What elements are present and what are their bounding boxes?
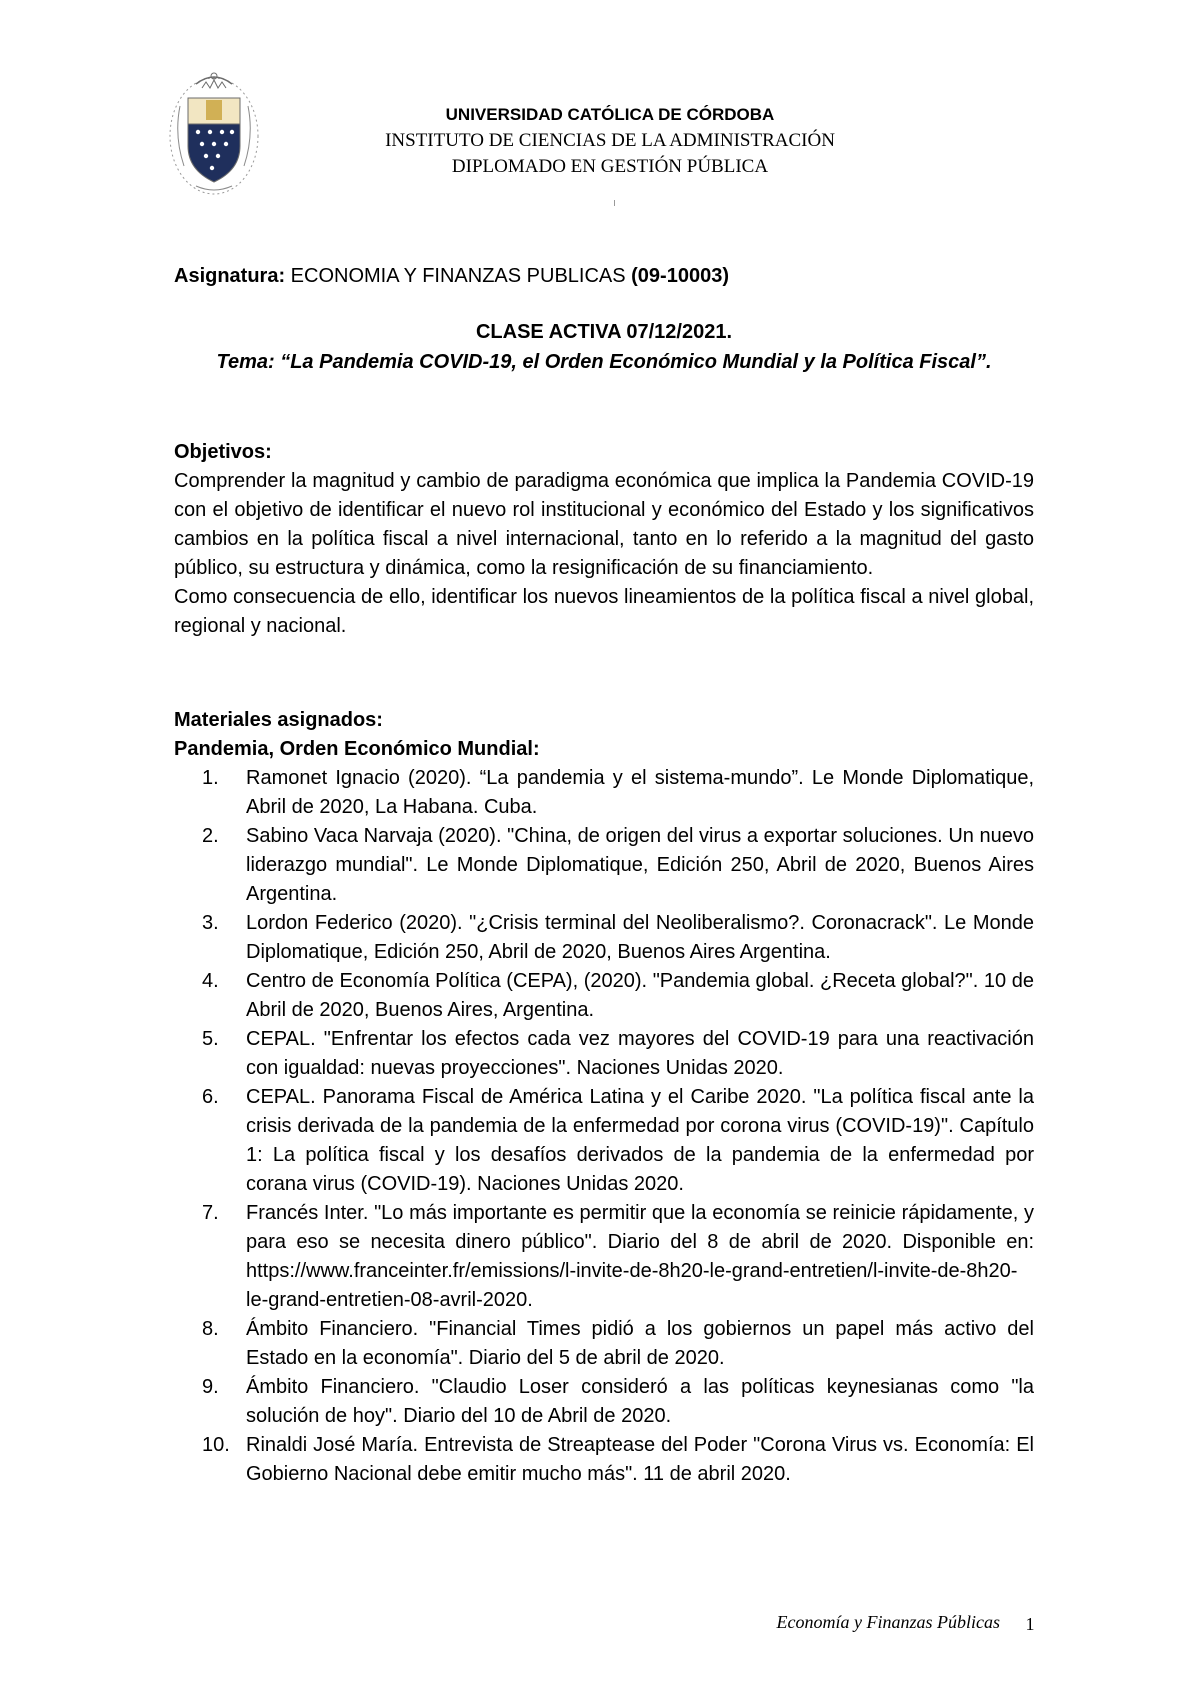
list-item-number: 6.	[202, 1086, 219, 1108]
materials-section	[174, 706, 1034, 764]
list-item-number: 9.	[202, 1376, 219, 1398]
subject-name: ECONOMIA Y FINANZAS PUBLICAS	[285, 265, 632, 287]
university-seal-icon	[166, 66, 262, 198]
list-item	[174, 1315, 1034, 1373]
objectives-heading: Objetivos:	[174, 441, 272, 463]
list-item-number: 5.	[202, 1028, 219, 1050]
list-item-number: 10.	[202, 1434, 230, 1456]
list-item-text: Ámbito Financiero. "Claudio Loser consideró a las políticas keynesianas como "la solución de hoy". Diario del 10 de Abril de 2020.	[246, 1376, 1034, 1427]
class-title: CLASE ACTIVA 07/12/2021.	[475, 321, 733, 343]
materials-list	[174, 764, 1034, 1489]
list-item	[174, 1431, 1034, 1489]
list-item	[174, 1025, 1034, 1083]
list-item	[174, 1199, 1034, 1315]
list-item	[174, 909, 1034, 967]
objectives-paragraph-1: Comprender la magnitud y cambio de paradigma económica que implica la Pandemia COVID-19 con el objetivo de identificar el nuevo rol institucional y económico del Estado y los significativos cambios en la política fiscal a nivel internacional, tanto en lo referido a la magnitud del gasto público, su estructura y dinámica, como la resignificación de su financiamiento.	[174, 470, 1034, 579]
university-name: UNIVERSIDAD CATÓLICA DE CÓRDOBA	[445, 105, 775, 124]
subject-line	[174, 262, 1034, 291]
document-header	[260, 102, 960, 180]
list-item	[174, 1083, 1034, 1199]
list-item	[174, 1373, 1034, 1431]
list-item-text: Rinaldi José María. Entrevista de Streaptease del Poder "Corona Virus vs. Economía: El Gobierno Nacional debe emitir mucho más". 11 de abril 2020.	[246, 1434, 1034, 1485]
objectives-paragraph-2: Como consecuencia de ello, identificar los nuevos lineamientos de la política fiscal a nivel global, regional y nacional.	[174, 586, 1034, 637]
list-item-text: CEPAL. Panorama Fiscal de América Latina y el Caribe 2020. "La política fiscal ante la crisis derivada de la pandemia de la enfermedad por corona virus (COVID-19)". Capítulo 1: La política fiscal y los desafíos derivados de la pandemia de la enfermedad por corana virus (COVID-19). Naciones Unidas 2020.	[246, 1086, 1034, 1195]
list-item	[174, 822, 1034, 909]
page-number: 1	[1025, 1614, 1035, 1634]
list-item-text: Lordon Federico (2020). "¿Crisis terminal del Neoliberalismo?. Coronacrack". Le Monde Diplomatique, Edición 250, Abril de 2020, Buenos Aires Argentina.	[246, 912, 1034, 963]
institute-name: INSTITUTO DE CIENCIAS DE LA ADMINISTRACIÓN	[385, 130, 835, 151]
list-item-number: 4.	[202, 970, 219, 992]
list-item-text: Francés Inter. "Lo más importante es permitir que la economía se reinicie rápidamente, y para eso se necesita dinero público". Diario del 8 de abril de 2020. Disponible en: https://www.franceinter.fr/emissions/l-invite-de-8h20-le-grand-entretien/l-invite-de-8h20-le-grand-entretien-08-avril-2020.	[246, 1202, 1034, 1311]
list-item	[174, 764, 1034, 822]
list-item-number: 7.	[202, 1202, 219, 1224]
list-item-text: Sabino Vaca Narvaja (2020). "China, de origen del virus a exportar soluciones. Un nuevo liderazgo mundial". Le Monde Diplomatique, Edición 250, Abril de 2020, Buenos Aires Argentina.	[246, 825, 1034, 905]
list-item-text: Ramonet Ignacio (2020). “La pandemia y el sistema-mundo”. Le Monde Diplomatique, Abril de 2020, La Habana. Cuba.	[246, 767, 1034, 818]
header-divider-mark	[614, 200, 615, 206]
subject-label: Asignatura:	[174, 265, 286, 287]
list-item-text: Ámbito Financiero. "Financial Times pidió a los gobiernos un papel más activo del Estado en la economía". Diario del 5 de abril de 2020.	[246, 1318, 1034, 1369]
list-item-text: Centro de Economía Política (CEPA), (2020). "Pandemia global. ¿Receta global?". 10 de Abril de 2020, Buenos Aires, Argentina.	[246, 970, 1034, 1021]
list-item-text: CEPAL. "Enfrentar los efectos cada vez mayores del COVID-19 para una reactivación con igualdad: nuevas proyecciones". Naciones Unidas 2020.	[246, 1028, 1034, 1079]
list-item-number: 8.	[202, 1318, 219, 1340]
class-topic: Tema: “La Pandemia COVID-19, el Orden Económico Mundial y la Política Fiscal”.	[216, 351, 992, 373]
page-footer-text: Economía y Finanzas Públicas	[776, 1612, 1000, 1632]
materials-subheading: Pandemia, Orden Económico Mundial:	[174, 738, 540, 760]
list-item-number: 1.	[202, 767, 219, 789]
materials-heading: Materiales asignados:	[174, 709, 383, 731]
diploma-name: DIPLOMADO EN GESTIÓN PÚBLICA	[451, 156, 769, 177]
list-item-number: 2.	[202, 825, 219, 847]
list-item-number: 3.	[202, 912, 219, 934]
list-item	[174, 967, 1034, 1025]
subject-code: (09-10003)	[631, 265, 729, 287]
objectives-section	[174, 438, 1034, 641]
